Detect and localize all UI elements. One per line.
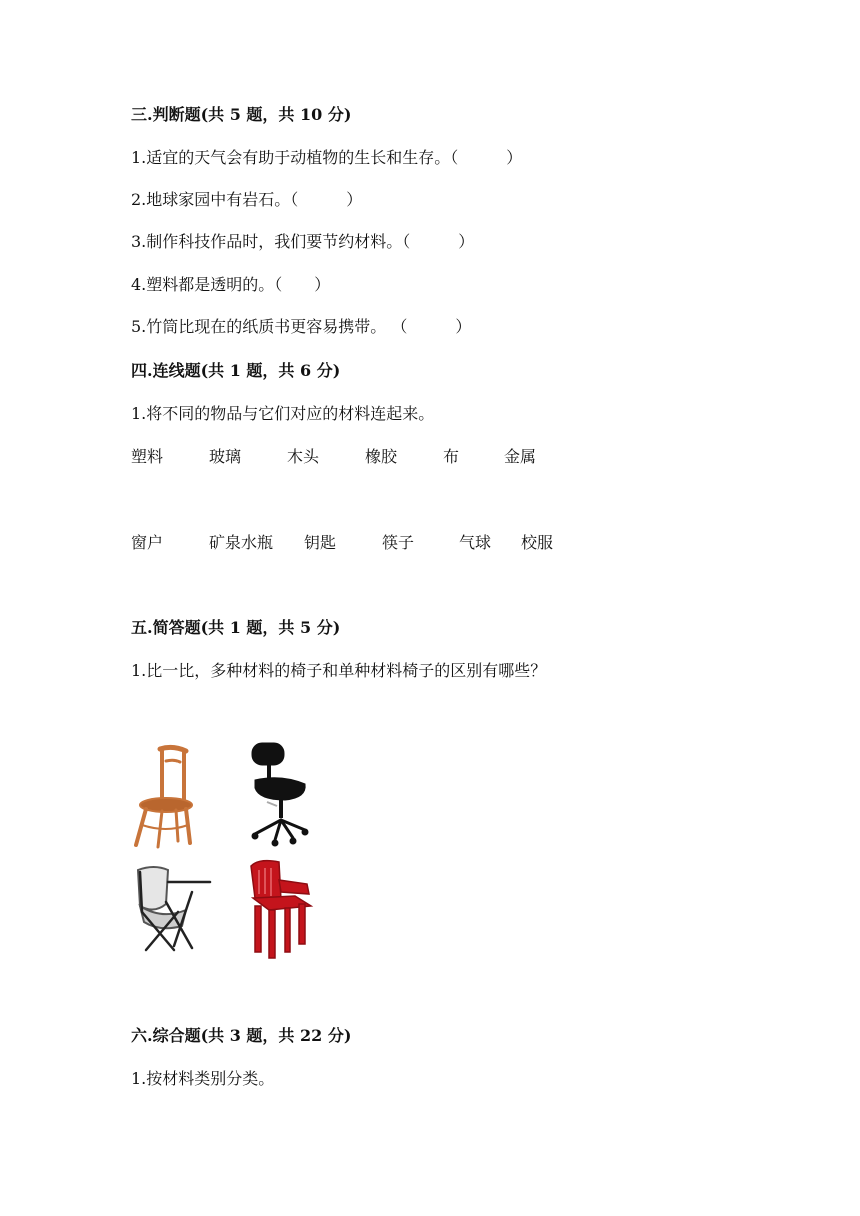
object-water-bottle: 矿泉水瓶 bbox=[209, 533, 274, 552]
material-metal: 金属 bbox=[504, 447, 537, 466]
material-rubber: 橡胶 bbox=[365, 447, 398, 466]
wooden-chair-image bbox=[128, 743, 198, 849]
camp-chair-image bbox=[132, 862, 216, 954]
office-chair-image bbox=[245, 740, 311, 852]
judge-item-5: 5.竹筒比现在的纸质书更容易携带。 （ ） bbox=[131, 317, 472, 336]
object-school-uniform: 校服 bbox=[521, 533, 554, 552]
material-plastic: 塑料 bbox=[131, 447, 164, 466]
judge-item-2: 2.地球家园中有岩石。（ ） bbox=[131, 190, 363, 209]
section-5-title: 五.简答题(共 1 题，共 5 分) bbox=[131, 618, 341, 637]
section-6-title: 六.综合题(共 3 题，共 22 分) bbox=[131, 1026, 352, 1045]
object-chopsticks: 筷子 bbox=[382, 533, 415, 552]
section-4-title: 四.连线题(共 1 题，共 6 分) bbox=[131, 361, 341, 380]
judge-item-4: 4.塑料都是透明的。（ ） bbox=[131, 275, 331, 294]
material-wood: 木头 bbox=[287, 447, 320, 466]
judge-item-3: 3.制作科技作品时，我们要节约材料。（ ） bbox=[131, 232, 475, 251]
plastic-chair-image bbox=[245, 858, 315, 960]
object-balloon: 气球 bbox=[459, 533, 492, 552]
object-key: 钥匙 bbox=[304, 533, 337, 552]
short-answer-question: 1.比一比，多种材料的椅子和单种材料椅子的区别有哪些？ bbox=[131, 661, 547, 680]
material-cloth: 布 bbox=[443, 447, 460, 466]
section-3-title: 三.判断题(共 5 题，共 10 分) bbox=[131, 105, 352, 124]
classification-question: 1.按材料类别分类。 bbox=[131, 1069, 275, 1088]
matching-question: 1.将不同的物品与它们对应的材料连起来。 bbox=[131, 404, 435, 423]
object-window: 窗户 bbox=[131, 533, 164, 552]
judge-item-1: 1.适宜的天气会有助于动植物的生长和生存。（ ） bbox=[131, 148, 523, 167]
material-glass: 玻璃 bbox=[209, 447, 242, 466]
